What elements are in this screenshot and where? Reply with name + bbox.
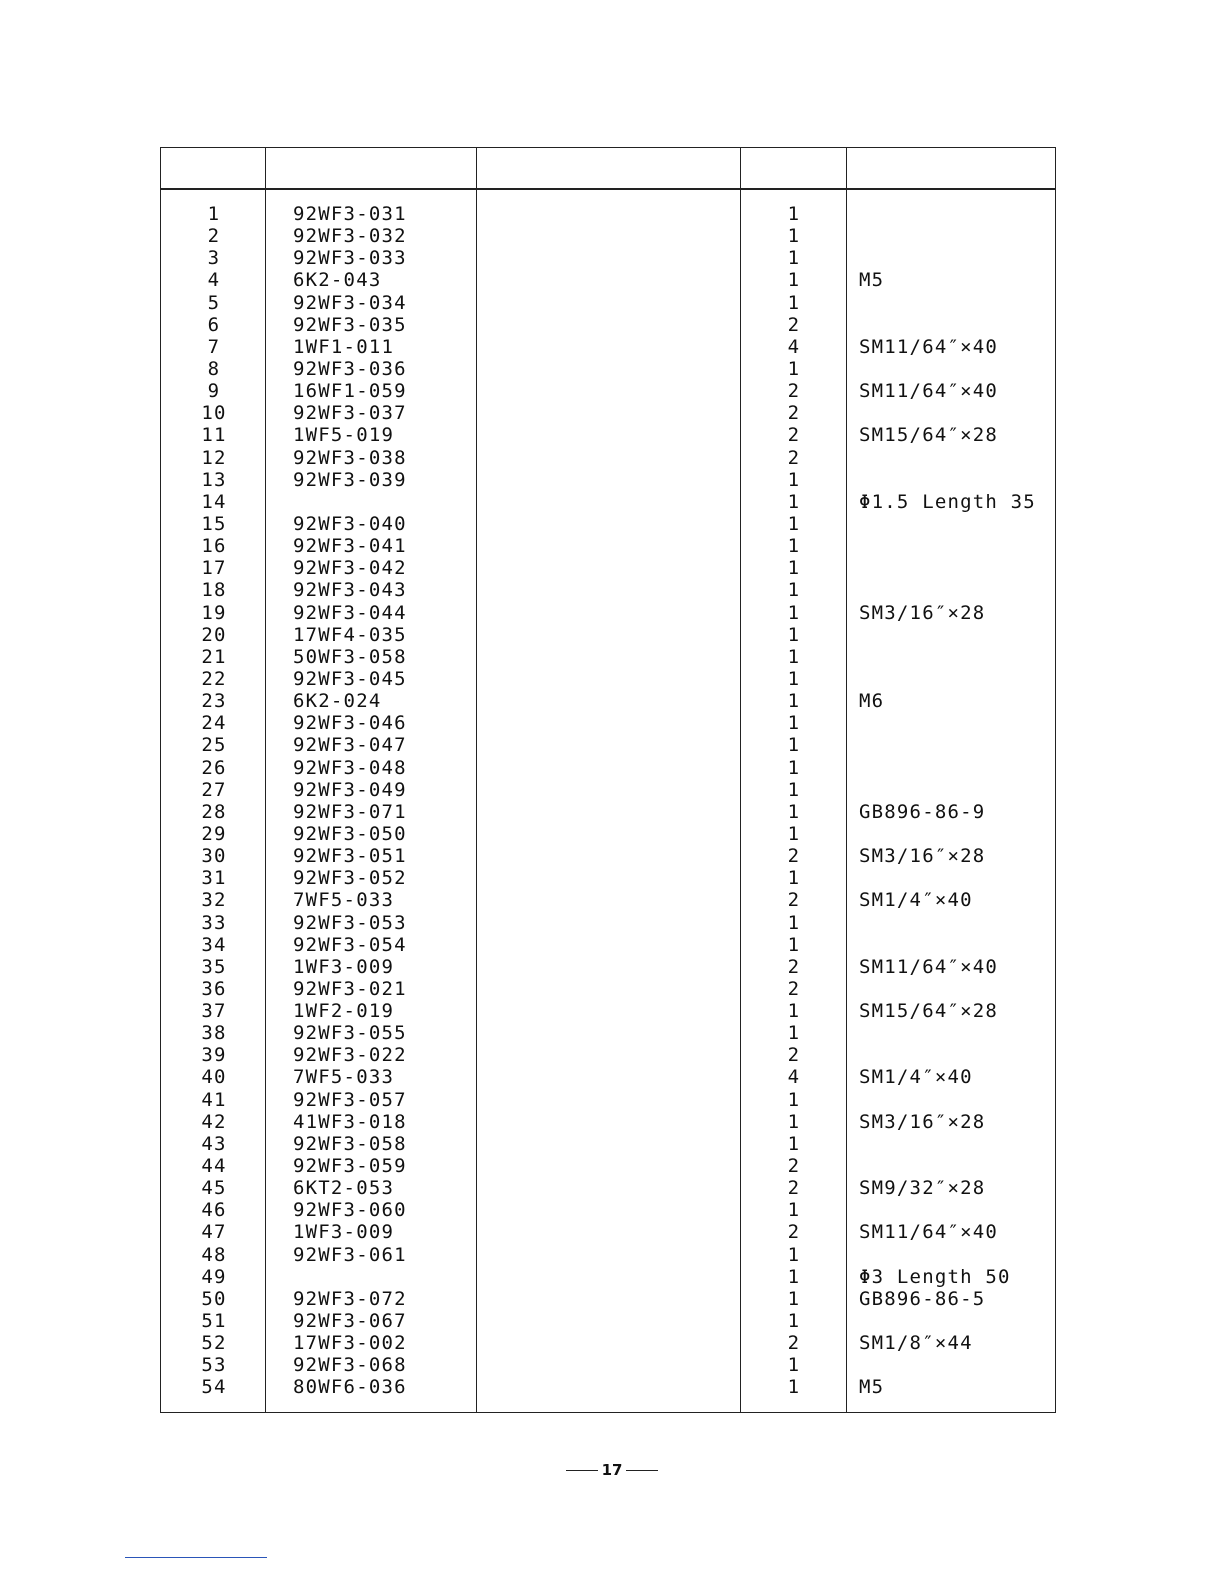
quantity: 1 — [787, 756, 801, 779]
quantity: 1 — [787, 822, 801, 845]
table-row — [161, 535, 1055, 557]
page-number: 17 — [601, 1461, 623, 1479]
remark: SM11/64″×40 — [859, 1221, 999, 1244]
table-row — [161, 690, 1055, 712]
table-row — [161, 292, 1055, 314]
quantity: 1 — [787, 867, 801, 890]
part-number: 92WF3-054 — [293, 933, 407, 956]
quantity: 2 — [787, 1177, 801, 1200]
remark: SM15/64″×28 — [859, 1000, 999, 1023]
item-number: 28 — [201, 800, 227, 823]
part-number: 92WF3-038 — [293, 446, 407, 469]
quantity: 1 — [787, 1265, 801, 1288]
part-number: 41WF3-018 — [293, 1110, 407, 1133]
item-number: 35 — [201, 955, 227, 978]
remark: GB896-86-5 — [859, 1287, 986, 1310]
item-number: 47 — [201, 1221, 227, 1244]
item-number: 43 — [201, 1132, 227, 1155]
quantity: 1 — [787, 645, 801, 668]
part-number: 92WF3-021 — [293, 977, 407, 1000]
remark: SM1/4″×40 — [859, 889, 973, 912]
remark: Φ1.5 Length 35 — [859, 490, 1036, 513]
header-quantity — [740, 148, 846, 188]
item-number: 25 — [201, 734, 227, 757]
item-number: 32 — [201, 889, 227, 912]
table-row — [161, 1221, 1055, 1243]
item-number: 36 — [201, 977, 227, 1000]
part-number: 92WF3-047 — [293, 734, 407, 757]
part-number: 92WF3-055 — [293, 1022, 407, 1045]
table-row — [161, 602, 1055, 624]
part-number: 16WF1-059 — [293, 380, 407, 403]
part-number: 92WF3-042 — [293, 557, 407, 580]
part-number: 92WF3-033 — [293, 247, 407, 270]
item-number: 48 — [201, 1243, 227, 1266]
bottom-rule — [125, 1557, 267, 1558]
item-number: 20 — [201, 623, 227, 646]
table-row — [161, 734, 1055, 756]
quantity: 1 — [787, 690, 801, 713]
part-number: 92WF3-022 — [293, 1044, 407, 1067]
part-number: 92WF3-036 — [293, 357, 407, 380]
quantity: 2 — [787, 1044, 801, 1067]
table-row — [161, 934, 1055, 956]
table-row — [161, 978, 1055, 1000]
part-number: 92WF3-035 — [293, 313, 407, 336]
quantity: 2 — [787, 955, 801, 978]
part-number: 92WF3-045 — [293, 667, 407, 690]
item-number: 18 — [201, 579, 227, 602]
item-number: 11 — [201, 424, 227, 447]
quantity: 1 — [787, 667, 801, 690]
table-row — [161, 823, 1055, 845]
remark: SM3/16″×28 — [859, 601, 986, 624]
remark: SM11/64″×40 — [859, 955, 999, 978]
part-number: 92WF3-043 — [293, 579, 407, 602]
quantity: 1 — [787, 225, 801, 248]
quantity: 2 — [787, 1332, 801, 1355]
header-part-number — [265, 148, 476, 188]
part-number: 1WF1-011 — [293, 335, 395, 358]
table-row — [161, 668, 1055, 690]
table-body — [161, 203, 1055, 1399]
quantity: 2 — [787, 446, 801, 469]
item-number: 4 — [207, 269, 221, 292]
header-description — [476, 148, 740, 188]
table-row — [161, 1288, 1055, 1310]
item-number: 27 — [201, 778, 227, 801]
part-number: 92WF3-048 — [293, 756, 407, 779]
item-number: 39 — [201, 1044, 227, 1067]
quantity: 1 — [787, 734, 801, 757]
part-number: 92WF3-050 — [293, 822, 407, 845]
item-number: 24 — [201, 712, 227, 735]
remark: SM3/16″×28 — [859, 845, 986, 868]
quantity: 2 — [787, 424, 801, 447]
remark: GB896-86-9 — [859, 800, 986, 823]
part-number: 17WF3-002 — [293, 1332, 407, 1355]
table-row — [161, 1332, 1055, 1354]
table-row — [161, 801, 1055, 823]
quantity: 1 — [787, 357, 801, 380]
quantity: 2 — [787, 977, 801, 1000]
quantity: 1 — [787, 1088, 801, 1111]
table-row — [161, 225, 1055, 247]
part-number: 92WF3-072 — [293, 1287, 407, 1310]
item-number: 37 — [201, 1000, 227, 1023]
part-number: 7WF5-033 — [293, 1066, 395, 1089]
table-row — [161, 1000, 1055, 1022]
item-number: 31 — [201, 867, 227, 890]
item-number: 53 — [201, 1354, 227, 1377]
part-number: 7WF5-033 — [293, 889, 395, 912]
item-number: 2 — [207, 225, 221, 248]
item-number: 14 — [201, 490, 227, 513]
table-row — [161, 557, 1055, 579]
remark: SM3/16″×28 — [859, 1110, 986, 1133]
quantity: 1 — [787, 1376, 801, 1399]
part-number: 92WF3-053 — [293, 911, 407, 934]
page-footer — [0, 1460, 1224, 1480]
item-number: 52 — [201, 1332, 227, 1355]
item-number: 44 — [201, 1155, 227, 1178]
remark: M5 — [859, 1376, 885, 1399]
item-number: 3 — [207, 247, 221, 270]
table-row — [161, 1266, 1055, 1288]
table-row — [161, 1244, 1055, 1266]
table-row — [161, 447, 1055, 469]
table-row — [161, 1155, 1055, 1177]
item-number: 15 — [201, 512, 227, 535]
part-number: 92WF3-061 — [293, 1243, 407, 1266]
table-row — [161, 513, 1055, 535]
quantity: 2 — [787, 402, 801, 425]
quantity: 1 — [787, 778, 801, 801]
quantity: 1 — [787, 490, 801, 513]
remark: M5 — [859, 269, 885, 292]
item-number: 29 — [201, 822, 227, 845]
quantity: 1 — [787, 269, 801, 292]
table-row — [161, 1044, 1055, 1066]
quantity: 1 — [787, 1354, 801, 1377]
table-row — [161, 579, 1055, 601]
remark: SM1/8″×44 — [859, 1332, 973, 1355]
item-number: 45 — [201, 1177, 227, 1200]
part-number: 92WF3-041 — [293, 535, 407, 558]
item-number: 16 — [201, 535, 227, 558]
item-number: 41 — [201, 1088, 227, 1111]
part-number: 1WF2-019 — [293, 1000, 395, 1023]
table-row — [161, 269, 1055, 291]
item-number: 40 — [201, 1066, 227, 1089]
quantity: 1 — [787, 712, 801, 735]
footer-dash-left — [566, 1470, 598, 1471]
table-row — [161, 336, 1055, 358]
quantity: 1 — [787, 1243, 801, 1266]
part-number: 92WF3-059 — [293, 1155, 407, 1178]
table-row — [161, 1199, 1055, 1221]
part-number: 92WF3-044 — [293, 601, 407, 624]
remark: SM15/64″×28 — [859, 424, 999, 447]
remark: SM9/32″×28 — [859, 1177, 986, 1200]
quantity: 1 — [787, 579, 801, 602]
part-number: 6K2-043 — [293, 269, 382, 292]
parts-table — [160, 147, 1056, 1413]
part-number: 1WF3-009 — [293, 1221, 395, 1244]
header-remarks — [846, 148, 1057, 188]
item-number: 13 — [201, 468, 227, 491]
table-row — [161, 1111, 1055, 1133]
part-number: 1WF3-009 — [293, 955, 395, 978]
quantity: 1 — [787, 1132, 801, 1155]
part-number: 50WF3-058 — [293, 645, 407, 668]
quantity: 1 — [787, 512, 801, 535]
quantity: 1 — [787, 601, 801, 624]
remark: SM11/64″×40 — [859, 335, 999, 358]
item-number: 21 — [201, 645, 227, 668]
quantity: 2 — [787, 1221, 801, 1244]
table-row — [161, 1177, 1055, 1199]
part-number: 92WF3-031 — [293, 203, 407, 225]
quantity: 1 — [787, 557, 801, 580]
part-number: 6KT2-053 — [293, 1177, 395, 1200]
item-number: 42 — [201, 1110, 227, 1133]
table-row — [161, 624, 1055, 646]
table-row — [161, 646, 1055, 668]
table-row — [161, 1310, 1055, 1332]
quantity: 1 — [787, 933, 801, 956]
table-row — [161, 889, 1055, 911]
table-row — [161, 867, 1055, 889]
table-row — [161, 845, 1055, 867]
table-row — [161, 491, 1055, 513]
remark: Φ3 Length 50 — [859, 1265, 1011, 1288]
footer-dash-right — [626, 1470, 658, 1471]
table-row — [161, 203, 1055, 225]
part-number: 92WF3-068 — [293, 1354, 407, 1377]
quantity: 2 — [787, 313, 801, 336]
item-number: 1 — [207, 203, 221, 225]
quantity: 1 — [787, 623, 801, 646]
part-number: 1WF5-019 — [293, 424, 395, 447]
table-row — [161, 1089, 1055, 1111]
part-number: 92WF3-046 — [293, 712, 407, 735]
item-number: 51 — [201, 1310, 227, 1333]
item-number: 33 — [201, 911, 227, 934]
part-number: 92WF3-058 — [293, 1132, 407, 1155]
table-row — [161, 402, 1055, 424]
quantity: 2 — [787, 889, 801, 912]
quantity: 2 — [787, 380, 801, 403]
quantity: 1 — [787, 1199, 801, 1222]
quantity: 1 — [787, 1022, 801, 1045]
table-row — [161, 247, 1055, 269]
header-divider — [161, 188, 1055, 190]
table-row — [161, 956, 1055, 978]
part-number: 92WF3-039 — [293, 468, 407, 491]
item-number: 34 — [201, 933, 227, 956]
quantity: 4 — [787, 335, 801, 358]
quantity: 1 — [787, 911, 801, 934]
item-number: 23 — [201, 690, 227, 713]
part-number: 92WF3-051 — [293, 845, 407, 868]
item-number: 5 — [207, 291, 221, 314]
part-number: 92WF3-071 — [293, 800, 407, 823]
table-row — [161, 1066, 1055, 1088]
part-number: 80WF6-036 — [293, 1376, 407, 1399]
part-number: 92WF3-060 — [293, 1199, 407, 1222]
quantity: 1 — [787, 800, 801, 823]
part-number: 92WF3-052 — [293, 867, 407, 890]
item-number: 6 — [207, 313, 221, 336]
remark: SM11/64″×40 — [859, 380, 999, 403]
part-number: 92WF3-057 — [293, 1088, 407, 1111]
item-number: 19 — [201, 601, 227, 624]
part-number: 6K2-024 — [293, 690, 382, 713]
table-row — [161, 757, 1055, 779]
quantity: 1 — [787, 247, 801, 270]
table-row — [161, 1376, 1055, 1398]
part-number: 17WF4-035 — [293, 623, 407, 646]
quantity: 1 — [787, 203, 801, 225]
item-number: 17 — [201, 557, 227, 580]
item-number: 46 — [201, 1199, 227, 1222]
part-number: 92WF3-049 — [293, 778, 407, 801]
item-number: 22 — [201, 667, 227, 690]
part-number: 92WF3-067 — [293, 1310, 407, 1333]
table-row — [161, 314, 1055, 336]
item-number: 49 — [201, 1265, 227, 1288]
remark: M6 — [859, 690, 885, 713]
quantity: 1 — [787, 1110, 801, 1133]
header-no — [161, 148, 265, 188]
quantity: 4 — [787, 1066, 801, 1089]
table-row — [161, 712, 1055, 734]
quantity: 1 — [787, 1287, 801, 1310]
item-number: 38 — [201, 1022, 227, 1045]
part-number: 92WF3-040 — [293, 512, 407, 535]
part-number: 92WF3-037 — [293, 402, 407, 425]
item-number: 30 — [201, 845, 227, 868]
table-row — [161, 912, 1055, 934]
table-row — [161, 1022, 1055, 1044]
part-number: 92WF3-034 — [293, 291, 407, 314]
table-row — [161, 469, 1055, 491]
item-number: 10 — [201, 402, 227, 425]
quantity: 2 — [787, 1155, 801, 1178]
item-number: 9 — [207, 380, 221, 403]
table-row — [161, 1133, 1055, 1155]
table-row — [161, 358, 1055, 380]
item-number: 12 — [201, 446, 227, 469]
quantity: 1 — [787, 1000, 801, 1023]
table-row — [161, 424, 1055, 446]
table-row — [161, 1354, 1055, 1376]
quantity: 1 — [787, 1310, 801, 1333]
quantity: 1 — [787, 468, 801, 491]
quantity: 1 — [787, 291, 801, 314]
item-number: 26 — [201, 756, 227, 779]
part-number: 92WF3-032 — [293, 225, 407, 248]
remark: SM1/4″×40 — [859, 1066, 973, 1089]
item-number: 7 — [207, 335, 221, 358]
item-number: 54 — [201, 1376, 227, 1399]
quantity: 1 — [787, 535, 801, 558]
quantity: 2 — [787, 845, 801, 868]
item-number: 50 — [201, 1287, 227, 1310]
table-row — [161, 380, 1055, 402]
table-row — [161, 779, 1055, 801]
item-number: 8 — [207, 357, 221, 380]
